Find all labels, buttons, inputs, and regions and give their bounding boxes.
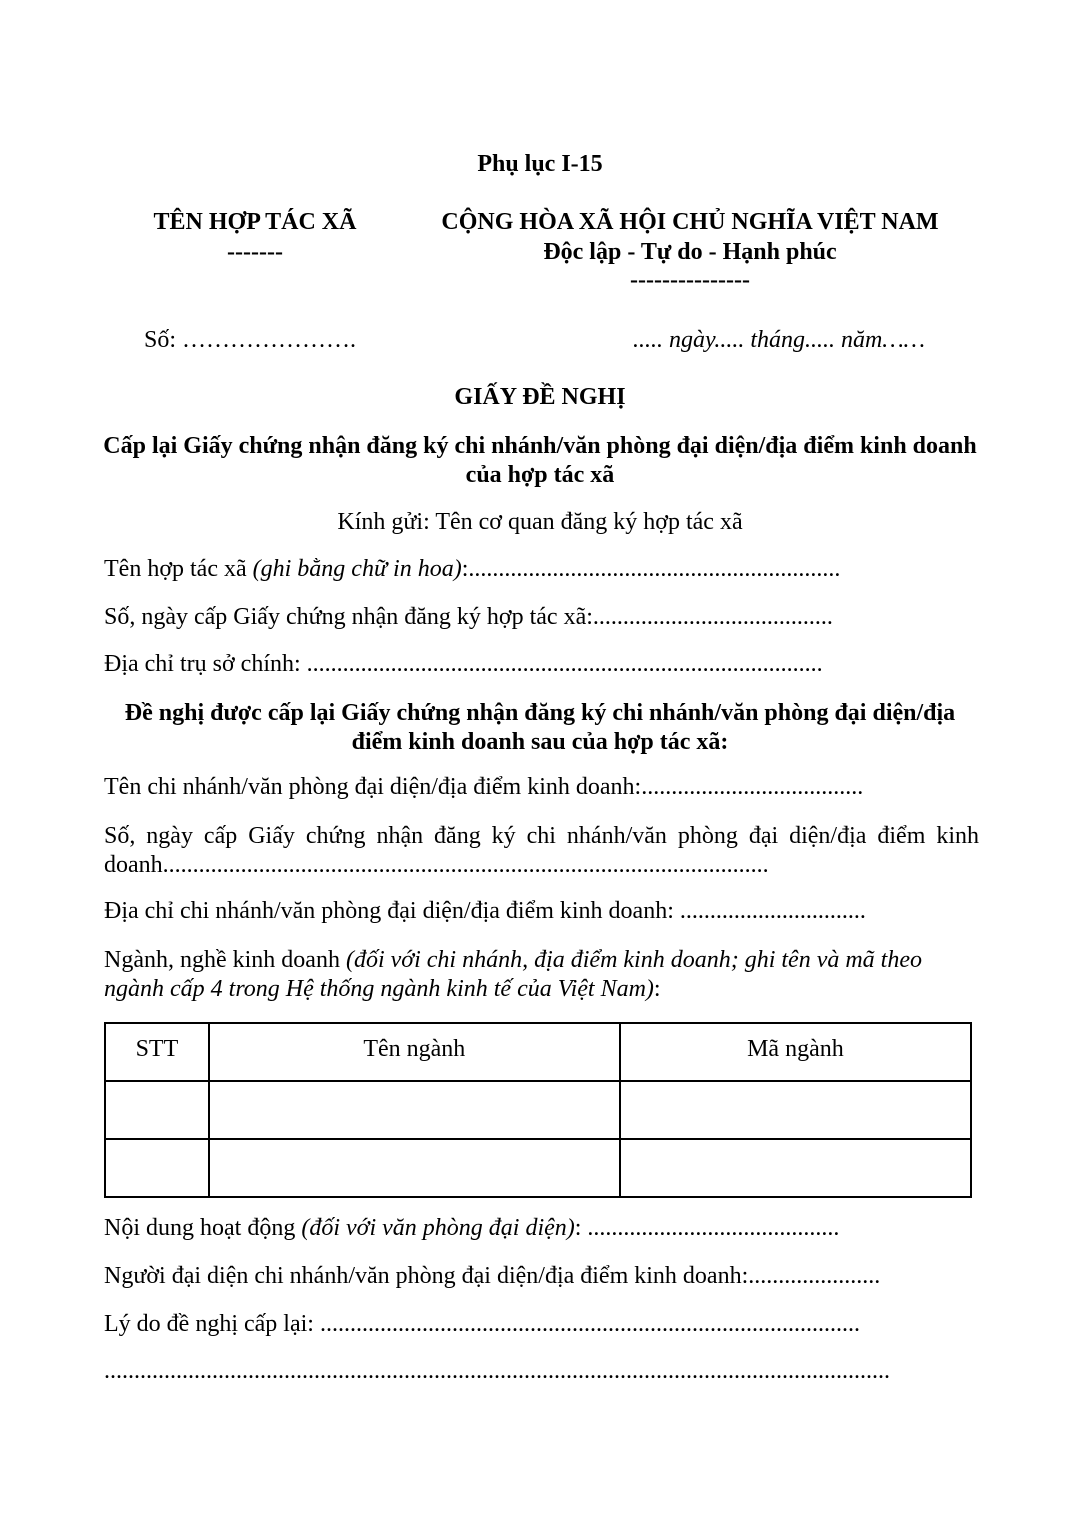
table-cell — [105, 1139, 209, 1197]
branch-name-field: Tên chi nhánh/văn phòng đại diện/địa điểm kinh doanh:..................................... — [104, 774, 864, 800]
document-date: ..... ngày..... tháng..... năm…… — [633, 327, 926, 353]
table-row — [105, 1081, 971, 1139]
column-header-stt: STT — [105, 1023, 209, 1081]
document-title: GIẤY ĐỀ NGHỊ — [454, 384, 626, 410]
table-cell — [209, 1081, 620, 1139]
national-motto: Độc lập - Tự do - Hạnh phúc — [543, 239, 837, 265]
column-header-industry-code: Mã ngành — [620, 1023, 971, 1081]
industry-table — [104, 1022, 972, 1198]
cooperative-name-divider: ------- — [227, 239, 283, 265]
national-motto-divider: --------------- — [630, 267, 750, 293]
cooperative-certificate-field: Số, ngày cấp Giấy chứng nhận đăng ký hợp tác xã:........................................ — [104, 604, 833, 630]
activity-dots: : .......................................... — [574, 1215, 840, 1241]
appendix-label: Phụ lục I-15 — [477, 151, 603, 177]
branch-address-field: Địa chỉ chi nhánh/văn phòng đại diện/địa điểm kinh doanh: ............................... — [104, 898, 866, 924]
table-row — [105, 1139, 971, 1197]
cooperative-name-note: (ghi bằng chữ in hoa) — [252, 556, 462, 582]
cooperative-name-dots: :.............................................................. — [461, 556, 841, 582]
industry-field — [104, 946, 979, 1004]
reason-field: Lý do đề nghị cấp lại: .......................................................................................... — [104, 1311, 860, 1337]
request-heading: Đề nghị được cấp lại Giấy chứng nhận đăng ký chi nhánh/văn phòng đại diện/địa điểm kinh doanh sau của hợp tác xã: — [124, 700, 956, 755]
industry-colon: : — [653, 976, 661, 1002]
head-office-field: Địa chỉ trụ sở chính: ...................................................................................... — [104, 651, 823, 677]
table-cell — [620, 1139, 971, 1197]
cooperative-name-label: Tên hợp tác xã — [104, 556, 253, 582]
document-number: Số: …………………. — [144, 327, 357, 353]
cooperative-name-field — [104, 556, 840, 583]
table-cell — [105, 1081, 209, 1139]
activity-note: (đối với văn phòng đại diện) — [301, 1215, 575, 1241]
reason-continuation: ................................................................................................................................... — [104, 1358, 890, 1384]
activity-label: Nội dung hoạt động — [104, 1215, 302, 1241]
branch-certificate-field: Số, ngày cấp Giấy chứng nhận đăng ký chi nhánh/văn phòng đại diện/địa điểm kinh doanh..................................................................................................... — [104, 823, 979, 878]
cooperative-name-header: TÊN HỢP TÁC XÃ — [153, 209, 357, 235]
document-subtitle: Cấp lại Giấy chứng nhận đăng ký chi nhánh/văn phòng đại diện/địa điểm kinh doanh của hợp tác xã — [103, 433, 977, 488]
industry-label: Ngành, nghề kinh doanh — [104, 947, 346, 973]
national-title: CỘNG HÒA XÃ HỘI CHỦ NGHĨA VIỆT NAM — [441, 209, 939, 235]
addressee: Kính gửi: Tên cơ quan đăng ký hợp tác xã — [337, 509, 743, 535]
column-header-industry-name: Tên ngành — [209, 1023, 620, 1081]
table-cell — [209, 1139, 620, 1197]
table-header-row — [105, 1023, 971, 1081]
activity-content-field — [104, 1215, 839, 1242]
representative-field: Người đại diện chi nhánh/văn phòng đại diện/địa điểm kinh doanh:...................... — [104, 1263, 881, 1289]
table-cell — [620, 1081, 971, 1139]
industry-note: (đối với chi nhánh, địa điểm kinh doanh; ghi tên và mã theo ngành cấp 4 trong Hệ thống ngành kinh tế của Việt Nam) — [104, 947, 923, 1002]
